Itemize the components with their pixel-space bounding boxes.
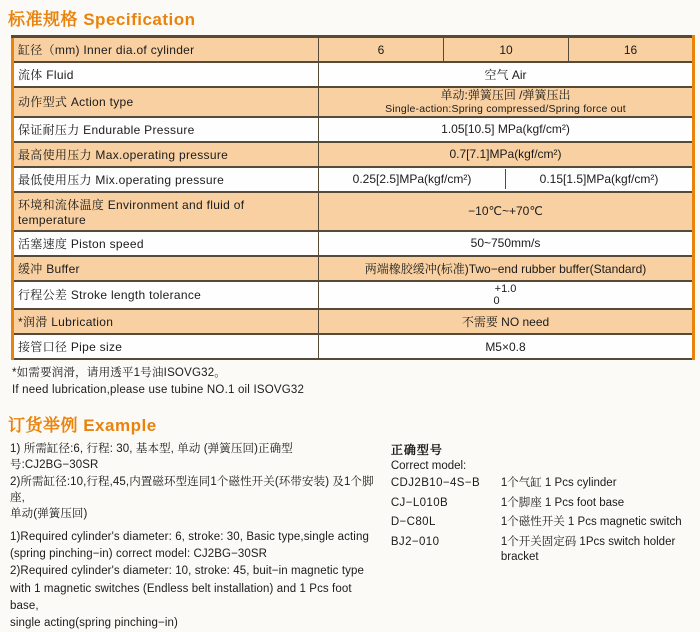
example-description	[10, 441, 375, 632]
example-cn-line2: 2)所需缸径:10,行程,45,内置磁环型连同1个磁性开关(环带安装) 及1个脚座,	[10, 475, 374, 504]
action-type-value	[319, 87, 694, 117]
table-row-bore	[13, 37, 694, 63]
bore-col-16: 16	[569, 37, 694, 63]
footnote-cn: *如需要润滑，请用透平1号油ISOVG32。	[12, 367, 226, 380]
model-code: CJ−L010B	[390, 496, 449, 509]
example-en-line5: single acting(spring pinching−in)	[10, 617, 178, 630]
footnote-en: If need lubrication,please use tubine NO.1 oil ISOVG32	[12, 383, 305, 396]
row-label-fluid: 流体 Fluid	[13, 62, 319, 87]
min-pressure-values	[319, 167, 694, 192]
example-en-line3: 2)Required cylinder's diameter: 10, stroke: 45, buit−in magnetic type	[10, 565, 364, 578]
example-en-line4: with 1 magnetic switches (Endless belt installation) and 1 Pcs foot base,	[10, 582, 352, 612]
example-en-line2: (spring pinching−in) correct model: CJ2BG−30SR	[10, 548, 268, 561]
table-row-temperature	[13, 192, 694, 231]
model-item-magnetic-switch	[391, 515, 700, 531]
correct-model-title-en: Correct model:	[390, 460, 467, 473]
table-row-endurable-pressure	[13, 117, 694, 142]
model-code: BJ2−010	[390, 535, 440, 548]
table-row-piston-speed	[13, 231, 694, 256]
model-item-switch-holder	[391, 535, 700, 566]
action-type-cn: 单动:弹簧压回 /弹簧压出	[440, 88, 571, 102]
min-pressure-left: 0.25[2.5]MPa(kgf/cm²)	[319, 169, 506, 189]
table-row-min-pressure	[13, 167, 694, 192]
max-pressure-value: 0.7[7.1]MPa(kgf/cm²)	[449, 147, 562, 162]
action-type-en: Single-action:Spring compressed/Spring force out	[385, 102, 626, 115]
model-desc: 1个气缸 1 Pcs cylinder	[500, 477, 617, 490]
row-label-buffer: 缓冲 Buffer	[13, 256, 319, 281]
correct-model-title-cn: 正确型号	[390, 443, 443, 458]
row-label-temperature: 环境和流体温度 Environment and fluid of temperature	[13, 192, 319, 231]
correct-model-list	[391, 441, 700, 632]
lubrication-footnote	[12, 365, 700, 398]
bore-col-10: 10	[444, 37, 569, 63]
endurable-pressure-value: 1.05[10.5] MPa(kgf/cm²)	[441, 122, 570, 137]
buffer-value: 两端橡胶缓冲(标准)Two−end rubber buffer(Standard)	[364, 261, 647, 276]
model-code: CDJ2B10−4S−B	[390, 477, 481, 490]
stroke-tolerance-upper: +1.0	[494, 282, 517, 295]
table-row-stroke-tolerance	[13, 281, 694, 309]
fluid-value: 空气 Air	[484, 68, 527, 82]
row-label-action-type: 动作型式 Action type	[13, 87, 319, 117]
example-section	[10, 441, 700, 632]
model-desc: 1个磁性开关 1 Pcs magnetic switch	[500, 516, 682, 529]
pipe-size-value: M5×0.8	[485, 339, 526, 354]
model-desc: 1个开关固定码 1Pcs switch holder bracket	[500, 535, 676, 564]
lubrication-value: 不需要 NO need	[461, 315, 550, 330]
table-row-buffer	[13, 256, 694, 281]
model-code: D−C80L	[390, 516, 436, 529]
row-label-min-pressure: 最低使用压力 Mix.operating pressure	[13, 167, 319, 192]
row-label-bore: 缸径（mm) Inner dia.of cylinder	[18, 43, 195, 57]
piston-speed-value: 50~750mm/s	[470, 236, 541, 251]
row-label-stroke-tolerance: 行程公差 Stroke length tolerance	[13, 281, 319, 309]
min-pressure-right: 0.15[1.5]MPa(kgf/cm²)	[539, 172, 659, 187]
specification-table	[11, 35, 695, 360]
stroke-tolerance-lower: 0	[493, 294, 500, 307]
example-cn-line3: 单动(弹簧压回)	[10, 507, 88, 520]
row-label-piston-speed: 活塞速度 Piston speed	[13, 231, 319, 256]
table-row-pipe-size	[13, 334, 694, 359]
table-row-max-pressure	[13, 142, 694, 167]
row-label-max-pressure: 最高使用压力 Max.operating pressure	[13, 142, 319, 167]
example-section-title: 订货举例 Example	[8, 416, 157, 436]
spec-section-title: 标准规格 Specification	[8, 10, 196, 29]
bore-col-6: 6	[319, 37, 444, 63]
model-desc: 1个脚座 1 Pcs foot base	[500, 496, 625, 509]
table-row-lubrication	[13, 309, 694, 334]
table-row-action-type	[13, 87, 694, 117]
row-label-pipe-size: 接管口径 Pipe size	[13, 334, 319, 359]
model-item-cylinder	[391, 476, 700, 492]
row-label-endurable-pressure: 保证耐压力 Endurable Pressure	[13, 117, 319, 142]
row-label-lubrication: *润滑 Lubrication	[13, 309, 319, 334]
table-row-fluid	[13, 62, 694, 87]
model-item-foot-base	[391, 496, 700, 512]
temperature-value: −10℃~+70℃	[468, 204, 543, 219]
example-cn-line1: 1) 所需缸径:6, 行程: 30, 基本型, 单动 (弹簧压回)正确型号:CJ2BG−30SR	[10, 443, 293, 472]
example-en-line1: 1)Required cylinder's diameter: 6, stroke: 30, Basic type,single acting	[10, 530, 369, 543]
stroke-tolerance-value	[319, 281, 694, 309]
